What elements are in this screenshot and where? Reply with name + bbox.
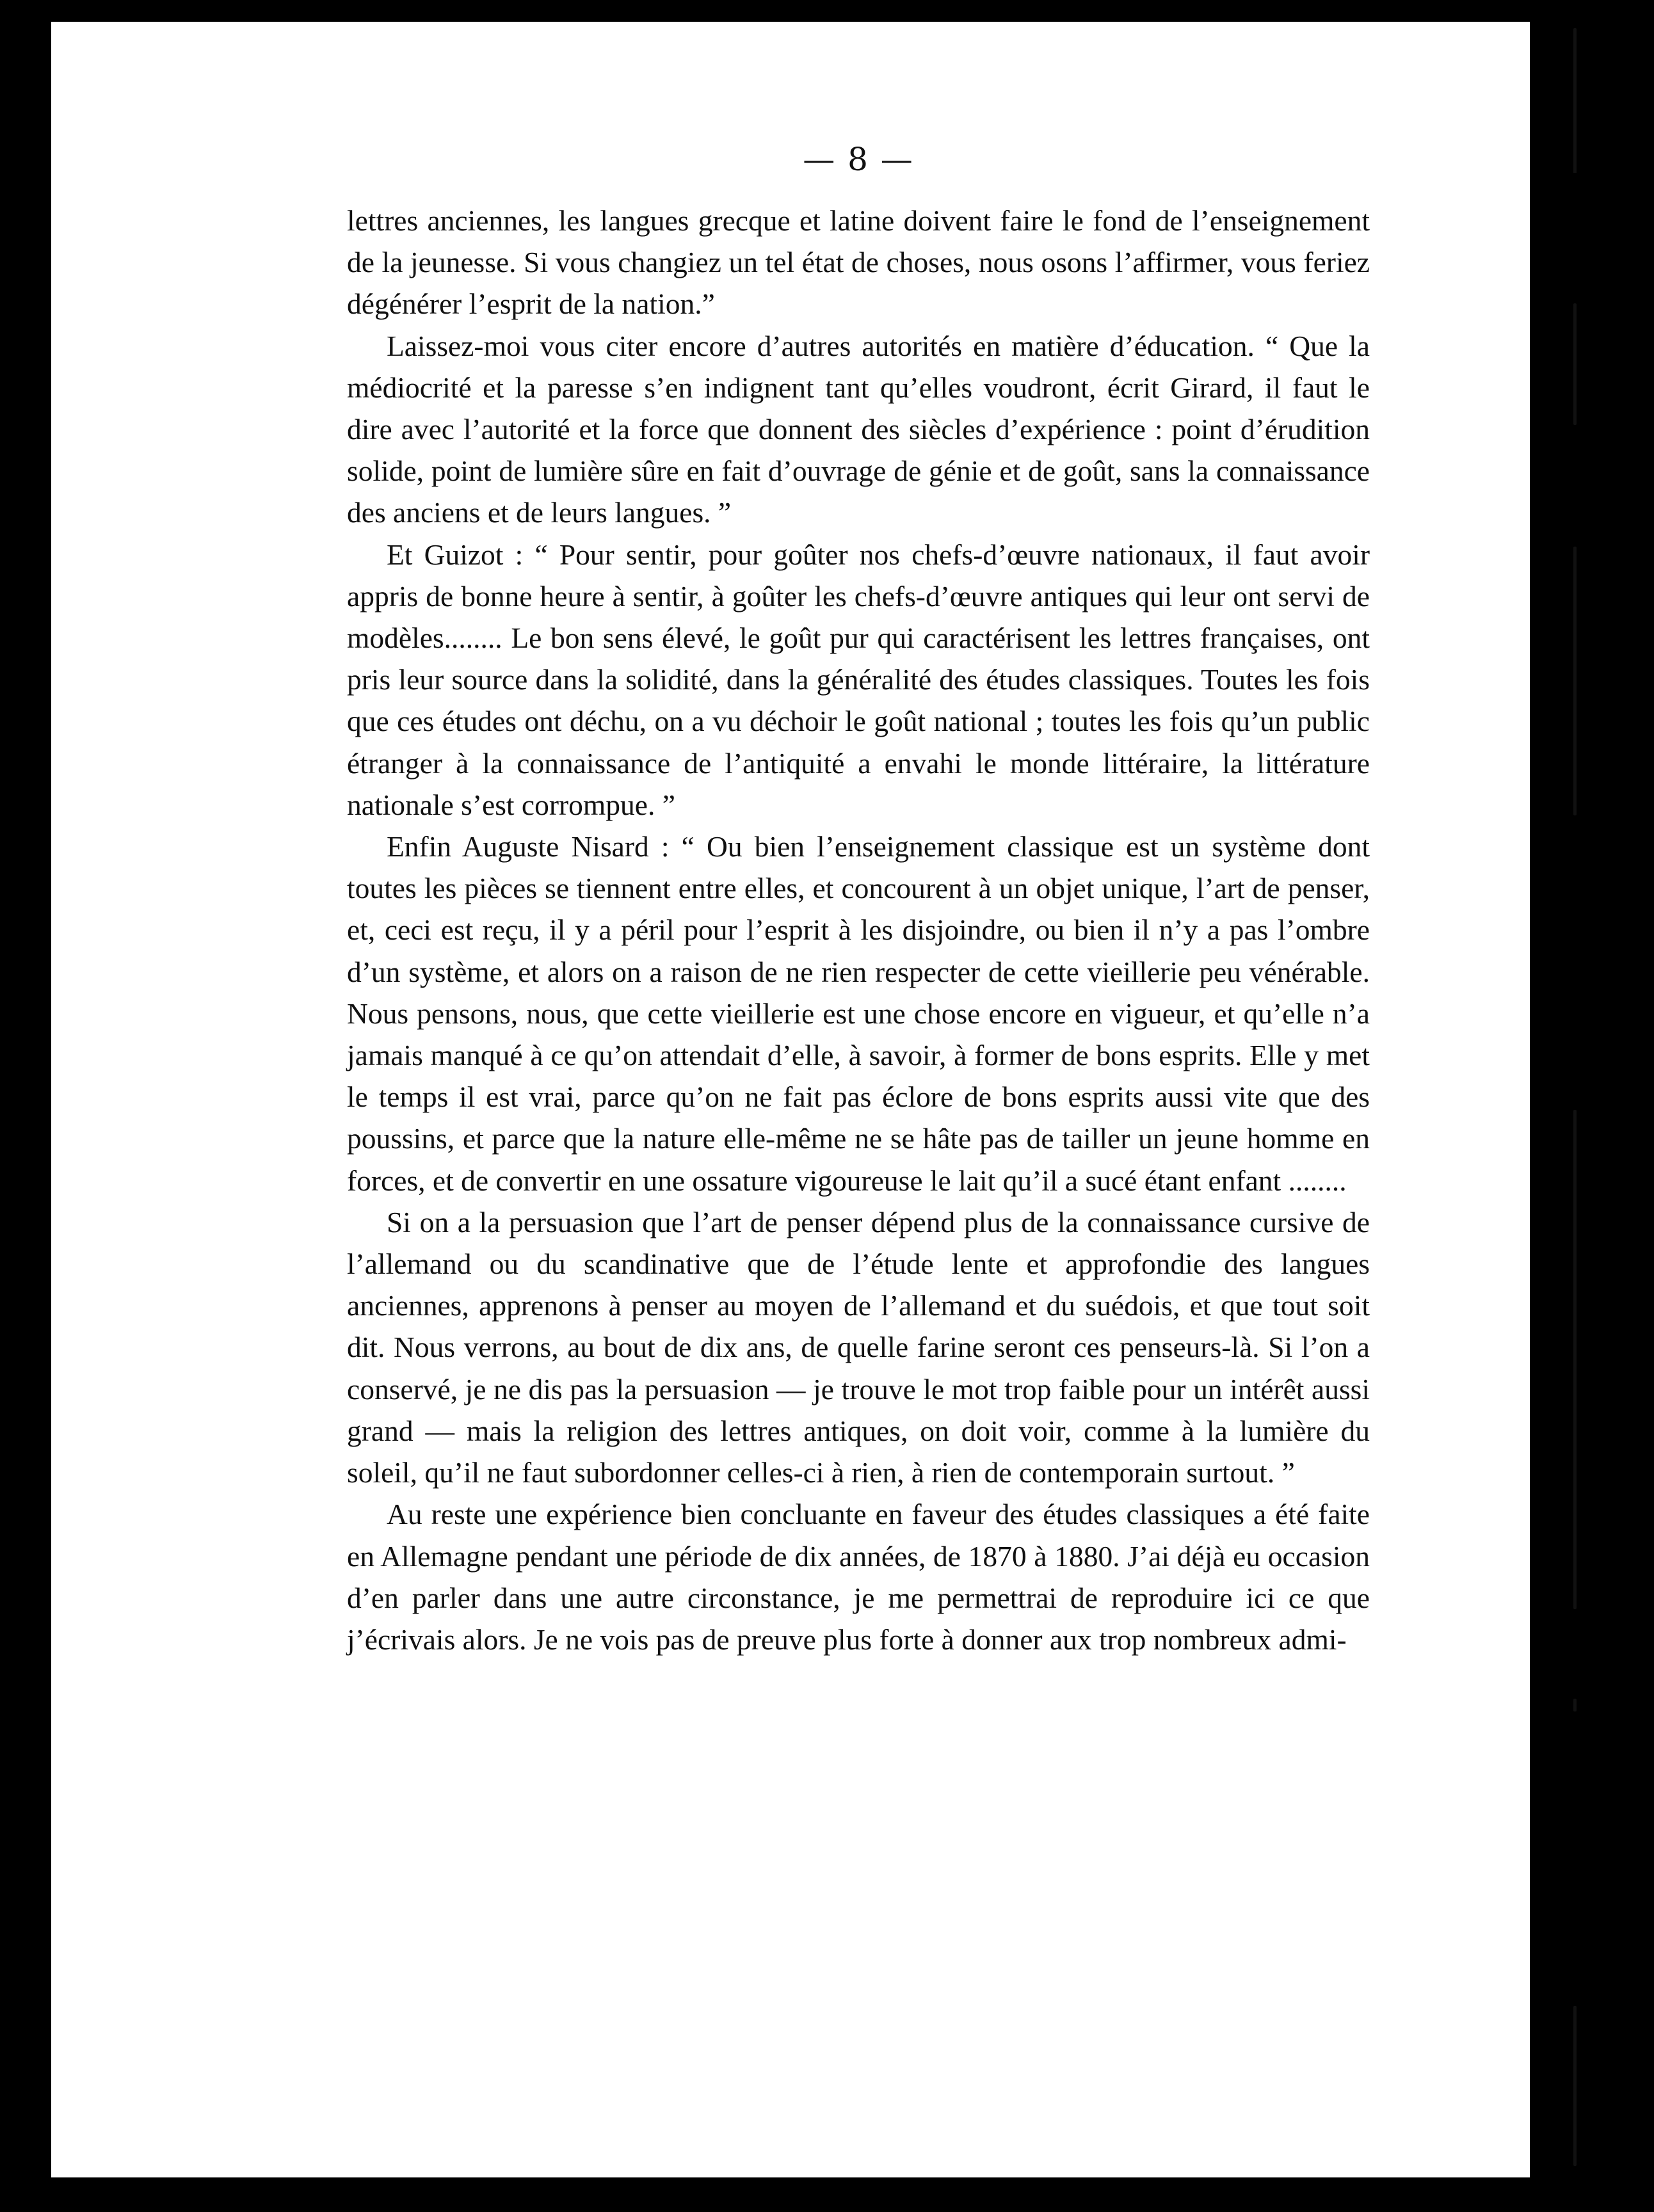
binding-edge-line bbox=[1573, 303, 1577, 425]
paragraph-guizot-quote: Et Guizot : “ Pour sentir, pour goûter nos chefs-d’œuvre nationaux, il faut avoir appris de bonne heure à sentir, à goûter les chefs-d’œuvre antiques qui leur ont servi de modèles........ Le bon sens élevé, le goût pur qui caractérisent les lettres françaises, ont pris leur source dans la solidité, dans la généralité des études classiques. Toutes les fois que ces études ont déchu, on a vu déchoir le goût national ; toutes les fois qu’un public étranger à la connaissance de l’antiquité a envahi le monde littéraire, la littérature nationale s’est corrompue. ” bbox=[347, 538, 1370, 821]
paragraph-germany-experience: Au reste une expérience bien concluante en faveur des études classiques a été faite en Allemagne pendant une période de dix années, de 1870 à 1880. J’ai déjà eu occasion d’en parler dans une autre circonstance, je me permettrai de reproduire ici ce que j’écrivais alors. Je ne vois pas de preuve plus forte à donner aux trop nombreux admi- bbox=[347, 1498, 1370, 1656]
paragraph-nisard-quote: Enfin Auguste Nisard : “ Ou bien l’enseignement classique est un système dont toutes les pièces se tiennent entre elles, et concourent à un objet unique, l’art de penser, et, ceci est reçu, il y a péril pour l’esprit à les disjoindre, ou bien il n’y a pas l’ombre d’un système, et alors on a raison de ne rien respecter de cette vieillerie peu vénérable. Nous pensons, nous, que cette vieillerie est une chose encore en vigueur, et qu’elle n’a jamais manqué à ce qu’on attendait d’elle, à savoir, à former de bons esprits. Elle y met le temps il est vrai, parce qu’on ne fait pas éclore de bons esprits aussi vite que des poussins, et parce que la nature elle-même ne se hâte pas de tailler un jeune homme en forces, et de convertir en une ossature vigoureuse le lait qu’il a sucé étant enfant ........ bbox=[347, 830, 1370, 1197]
paragraph-girard-quote: Laissez-moi vous citer encore d’autres autorités en matière d’éducation. “ Que la médiocrité et la paresse s’en indignent tant qu’elles voudront, écrit Girard, il faut le dire avec l’autorité et la force que donnent des siècles d’expérience : point d’érudition solide, point de lumière sûre en fait d’ouvrage de génie et de goût, sans la connaissance des anciens et de leurs langues. ” bbox=[347, 329, 1370, 529]
binding-edge-line bbox=[1573, 2006, 1577, 2166]
paragraph-persuasion: Si on a la persuasion que l’art de penser dépend plus de la connaissance cursive de l’allemand ou du scandinative que de l’étude lente et approfondie des langues anciennes, apprenons à penser au moyen de l’allemand et du suédois, et que tout soit dit. Nous verrons, au bout de dix ans, de quelle farine seront ces penseurs-là. Si l’on a conservé, je ne dis pas la persuasion — je trouve le mot trop faible pour un intérêt aussi grand — mais la religion des lettres antiques, on doit voir, comme à la lumière du soleil, qu’il ne faut subordonner celles-ci à rien, à rien de contemporain surtout. ” bbox=[347, 1205, 1370, 1489]
binding-edge-line bbox=[1573, 1699, 1577, 1711]
binding-edge-line bbox=[1573, 28, 1577, 175]
scanned-page bbox=[51, 22, 1530, 2177]
binding-edge-mark bbox=[1557, 1640, 1593, 1646]
binding-edge-mark bbox=[1557, 1998, 1593, 2005]
paragraph-continued: lettres anciennes, les langues grecque et latine doivent faire le fond de l’enseignement de la jeunesse. Si vous changiez un tel état de choses, nous osons l’affirmer, vous feriez dégénérer l’esprit de la nation.” bbox=[347, 204, 1370, 321]
binding-edge-line bbox=[1573, 1110, 1577, 1609]
binding-edge-mark bbox=[1557, 173, 1593, 179]
text-column bbox=[347, 137, 1370, 1660]
binding-edge-mark bbox=[1557, 508, 1593, 515]
binding-edge-line bbox=[1573, 547, 1577, 815]
page-number: — 8 — bbox=[803, 141, 914, 178]
binding-edge-mark bbox=[1557, 1087, 1593, 1096]
